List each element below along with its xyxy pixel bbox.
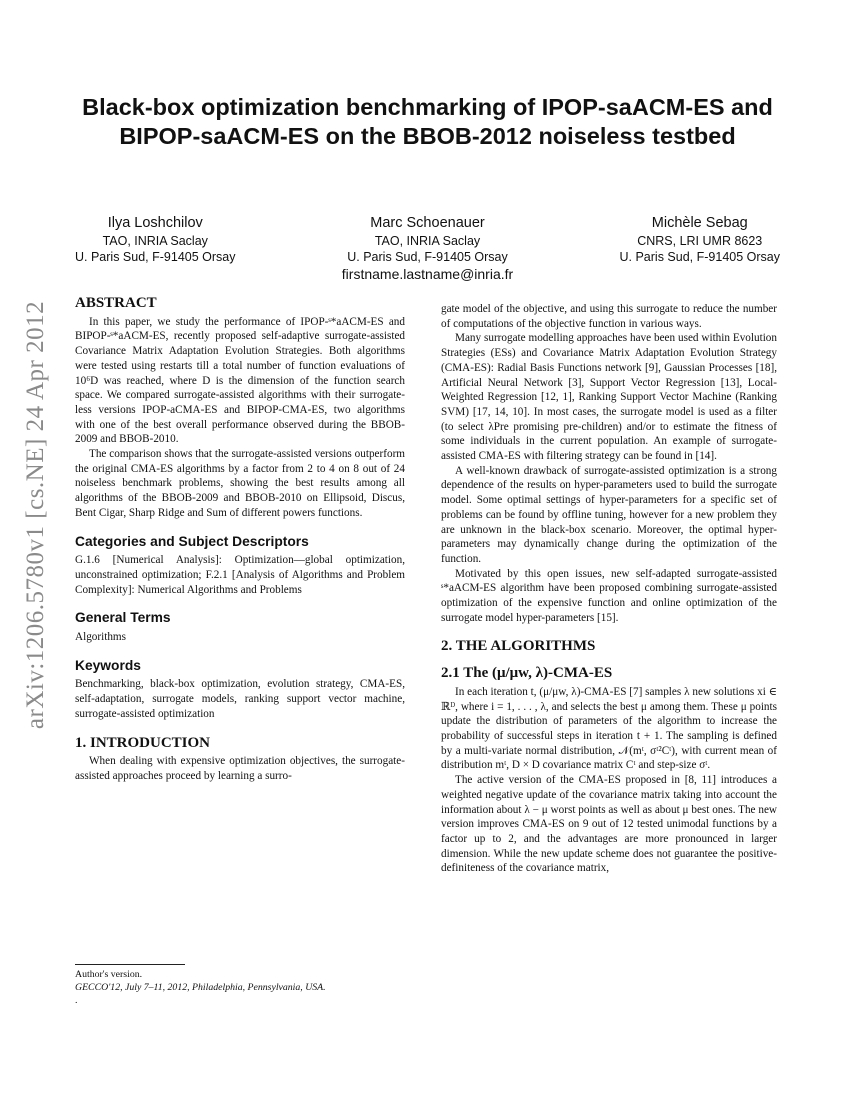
introduction-paragraph-3: A well-known drawback of surrogate-assisted optimization is a strong dependence of the results on hyper-parameters used to build the surrogate model. Some optimal settings of hyper-parameters for a specific set of problems can be found by offline tuning, however for a new problem they are unknown in the black-box scenario. Moreover, the optimal hyper-parameters may dynamically change during the optimization of the function. bbox=[441, 464, 777, 565]
right-column bbox=[441, 302, 777, 876]
general-terms-heading: General Terms bbox=[75, 610, 171, 626]
cma-es-paragraph-2: The active version of the CMA-ES proposed in [8, 11] introduces a weighted negative update of the covariance matrix taking into account the information about λ − μ worst points as well as about μ best ones. The new version improves CMA-ES on 9 out of 12 tested unimodal functions by a factor up to 2, and the advantages are more pronounced in larger dimension. While the new update scheme does not guarantee the positive-definiteness of the covariance matrix, bbox=[441, 774, 777, 875]
author-3 bbox=[620, 214, 780, 283]
footnote-line-1: Author's version. bbox=[75, 969, 143, 980]
arxiv-stamp-text: arXiv:1206.5780v1 [cs.NE] 24 Apr 2012 bbox=[22, 300, 50, 730]
abstract-paragraph-1: In this paper, we study the performance of IPOP-ˢ*aACM-ES and BIPOP-ˢ*aACM-ES, recently proposed self-adaptive surrogate-assisted Covariance Matrix Adaptation Evolution Strategies. Both algorithms were tested using restarts till a total number of function evaluations of 10⁶D was reached, where D is the dimension of the function search space. We compared surrogate-assisted algorithms with their surrogate-less versions IPOP-aCMA-ES and BIPOP-CMA-ES, two algorithms with one of the best overall performance observed during the BBOB-2009 and BBOB-2010. bbox=[75, 315, 405, 446]
author-affiliation: CNRS, LRI UMR 8623 bbox=[637, 234, 763, 248]
footnote-venue: GECCO'12, July 7–11, 2012, Philadelphia, Pennsylvania, USA. bbox=[75, 982, 326, 993]
categories-text: G.1.6 [Numerical Analysis]: Optimization—global optimization, unconstrained optimization; F.2.1 [Analysis of Algorithms and Problem Complexity]: Numerical Algorithms and Problems bbox=[75, 554, 405, 596]
author-affiliation: TAO, INRIA Saclay bbox=[374, 234, 481, 248]
abstract-heading: ABSTRACT bbox=[75, 295, 157, 311]
author-name: Marc Schoenauer bbox=[370, 215, 485, 231]
introduction-paragraph-2: Many surrogate modelling approaches have been used within Evolution Strategies (ESs) and Covariance Matrix Adaptation Evolution Strategy (CMA-ES): Radial Basis Functions network [9], Gaussian Processes [18], Artificial Neural Network [3], Support Vector Regression [13], Local-Weighted Regression [12, 1], Ranking Support Vector Machine (Ranking SVM) [17, 14, 10]. In most cases, the surrogate model is used as a filter (to select λPre promising pre-children) and/or to estimate the fitness of some individuals in the current population. An example of surrogate-assisted CMA-ES with filtering strategy can be found in [14]. bbox=[441, 332, 777, 463]
left-column bbox=[75, 296, 405, 784]
author-email: firstname.lastname@inria.fr bbox=[341, 266, 514, 282]
footnote-rule bbox=[75, 964, 185, 965]
introduction-paragraph-1-continued: gate model of the objective, and using this surrogate to reduce the number of computations of the objective function in various ways. bbox=[441, 303, 777, 330]
arxiv-stamp bbox=[4, 270, 68, 760]
author-affiliation: TAO, INRIA Saclay bbox=[102, 234, 208, 248]
keywords-text: Benchmarking, black-box optimization, evolution strategy, CMA-ES, self-adaptation, surrogate models, ranking support vector machine, surrogate-assisted optimization bbox=[75, 678, 405, 720]
abstract-paragraph-2: The comparison shows that the surrogate-assisted versions outperform the original CMA-ES algorithms by a factor from 2 to 4 on 8 out of 24 noiseless benchmark problems, showing the best results among all algorithms of the BBOB-2009 and BBOB-2010 on Ellipsoid, Discus, Bent Cigar, Sharp Ridge and Sum of different powers functions. bbox=[75, 448, 405, 519]
author-name: Michèle Sebag bbox=[651, 215, 748, 231]
cma-es-subheading: 2.1 The (μ/μw, λ)-CMA-ES bbox=[441, 665, 613, 682]
author-affiliation: U. Paris Sud, F-91405 Orsay bbox=[347, 250, 508, 264]
introduction-paragraph-1-start: When dealing with expensive optimization objectives, the surrogate-assisted approaches proceed by learning a surro- bbox=[75, 755, 405, 782]
algorithms-heading: 2. THE ALGORITHMS bbox=[441, 638, 596, 655]
footnote bbox=[75, 964, 405, 1007]
general-terms-text: Algorithms bbox=[75, 631, 126, 644]
author-2 bbox=[342, 214, 513, 283]
introduction-paragraph-4: Motivated by this open issues, new self-adapted surrogate-assisted ˢ*aACM-ES algorithm have been proposed combining surrogate-assisted optimization of the expensive function and online optimization of the surrogate model hyper-parameters [15]. bbox=[441, 567, 777, 624]
keywords-heading: Keywords bbox=[75, 657, 141, 673]
categories-heading: Categories and Subject Descriptors bbox=[75, 533, 309, 549]
paper-title: Black-box optimization benchmarking of IPOP-saACM-ES and BIPOP-saACM-ES on the BBOB-2012 noiseless testbed bbox=[82, 94, 773, 149]
introduction-heading: 1. INTRODUCTION bbox=[75, 734, 211, 751]
author-name: Ilya Loshchilov bbox=[107, 215, 203, 231]
author-affiliation: U. Paris Sud, F-91405 Orsay bbox=[619, 250, 780, 264]
author-block bbox=[75, 214, 780, 283]
footnote-line-3: . bbox=[75, 995, 78, 1006]
cma-es-paragraph-1: In each iteration t, (μ/μw, λ)-CMA-ES [7] samples λ new solutions xi ∈ ℝᴰ, where i = 1, . . . , λ, and selects the best μ among them. These μ points update the distribution of parameters of the algorithm to increase the probability of successful steps in iteration t + 1. The sampling is defined by a multi-variate normal distribution, 𝒩(mᵗ, σᵗ²Cᵗ), with current mean of distribution mᵗ, D × D covariance matrix Cᵗ and step-size σᵗ. bbox=[441, 685, 777, 772]
author-affiliation: U. Paris Sud, F-91405 Orsay bbox=[75, 250, 236, 264]
author-1 bbox=[75, 214, 235, 283]
